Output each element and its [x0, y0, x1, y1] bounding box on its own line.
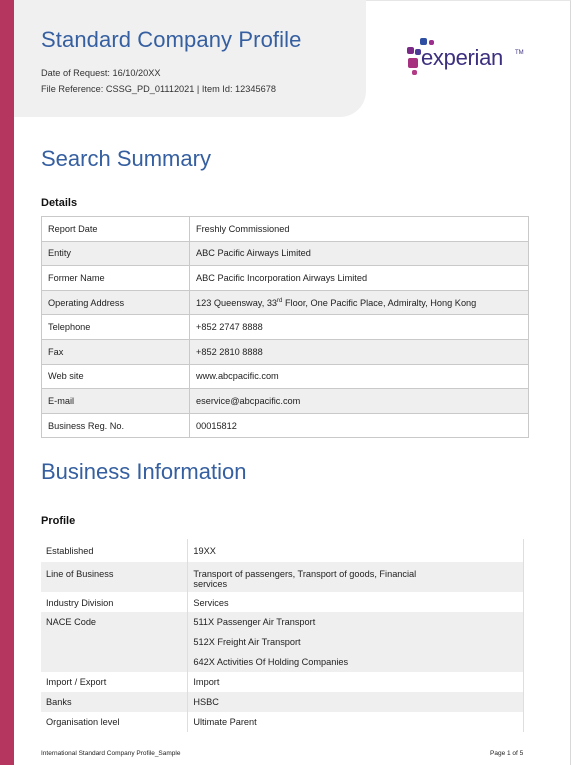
- row-label: Fax: [42, 339, 190, 364]
- table-row: [42, 364, 529, 389]
- details-subtitle: Details: [41, 197, 78, 209]
- table-row: [41, 612, 524, 672]
- logo-trademark: TM: [515, 50, 524, 56]
- row-label: Established: [41, 539, 188, 562]
- address-superscript: rd: [277, 297, 283, 304]
- row-label: Industry Division: [41, 592, 188, 612]
- row-label: E-mail: [42, 389, 190, 414]
- row-label: Organisation level: [41, 712, 188, 732]
- row-label: Telephone: [42, 315, 190, 340]
- logo-dot: [407, 47, 414, 54]
- experian-logo: [404, 38, 529, 78]
- table-row: [42, 217, 529, 242]
- address-part: 123 Queensway, 33: [196, 297, 278, 308]
- address-part: Floor, One Pacific Place, Admiralty, Hong Kong: [282, 297, 477, 308]
- date-of-request: Date of Request: 16/10/20XX: [41, 68, 161, 78]
- row-value: HSBC: [188, 692, 524, 712]
- file-reference: File Reference: CSSG_PD_01112021 | Item Id: 12345678: [41, 84, 276, 94]
- search-summary-title: Search Summary: [41, 146, 211, 171]
- table-row: [41, 672, 524, 692]
- row-label: Entity: [42, 241, 190, 266]
- row-value: [190, 290, 529, 315]
- logo-wordmark: experian: [421, 45, 503, 70]
- row-value: eservice@abcpacific.com: [190, 389, 529, 414]
- document-title: Standard Company Profile: [41, 27, 302, 52]
- row-value: 00015812: [190, 413, 529, 438]
- profile-subtitle: Profile: [41, 515, 76, 527]
- business-information-title: Business Information: [41, 459, 247, 484]
- details-table: [41, 216, 529, 438]
- table-row: [41, 592, 524, 612]
- row-value: 19XX: [188, 539, 524, 562]
- header-panel: [14, 0, 366, 117]
- row-label: Operating Address: [42, 290, 190, 315]
- row-value: +852 2810 8888: [190, 339, 529, 364]
- logo-dot: [412, 70, 417, 75]
- table-row: [42, 241, 529, 266]
- profile-table: [41, 539, 524, 732]
- nace-code-line: 511X Passenger Air Transport: [193, 617, 316, 627]
- row-label: Web site: [42, 364, 190, 389]
- row-value: [188, 612, 524, 672]
- row-label: Former Name: [42, 266, 190, 291]
- row-label: Banks: [41, 692, 188, 712]
- table-row: [41, 562, 524, 592]
- row-label: Import / Export: [41, 672, 188, 692]
- table-row: [42, 413, 529, 438]
- table-row: [41, 692, 524, 712]
- table-row: [42, 290, 529, 315]
- row-value: Freshly Commissioned: [190, 217, 529, 242]
- table-row: [42, 339, 529, 364]
- table-row: [42, 266, 529, 291]
- footer-document-name: International Standard Company Profile_Sample: [41, 750, 181, 757]
- row-value: ABC Pacific Incorporation Airways Limited: [190, 266, 529, 291]
- row-value: Import: [188, 672, 524, 692]
- row-label: NACE Code: [41, 612, 188, 672]
- row-value: ABC Pacific Airways Limited: [190, 241, 529, 266]
- logo-dot: [420, 38, 427, 45]
- value-line: services: [193, 579, 228, 589]
- table-row: [42, 315, 529, 340]
- row-value: Ultimate Parent: [188, 712, 524, 732]
- nace-code-line: 642X Activities Of Holding Companies: [193, 657, 349, 667]
- table-row: [41, 539, 524, 562]
- table-row: [41, 712, 524, 732]
- left-accent-bar: [0, 0, 14, 765]
- logo-dot: [408, 58, 418, 68]
- row-value: www.abcpacific.com: [190, 364, 529, 389]
- nace-code-line: 512X Freight Air Transport: [193, 637, 301, 647]
- row-value: [188, 562, 524, 592]
- table-row: [42, 389, 529, 414]
- row-value: Services: [188, 592, 524, 612]
- row-value: +852 2747 8888: [190, 315, 529, 340]
- row-label: Report Date: [42, 217, 190, 242]
- row-label: Line of Business: [41, 562, 188, 592]
- row-label: Business Reg. No.: [42, 413, 190, 438]
- footer-page-number: Page 1 of 5: [490, 750, 524, 757]
- value-line: Transport of passengers, Transport of goods, Financial: [193, 569, 417, 579]
